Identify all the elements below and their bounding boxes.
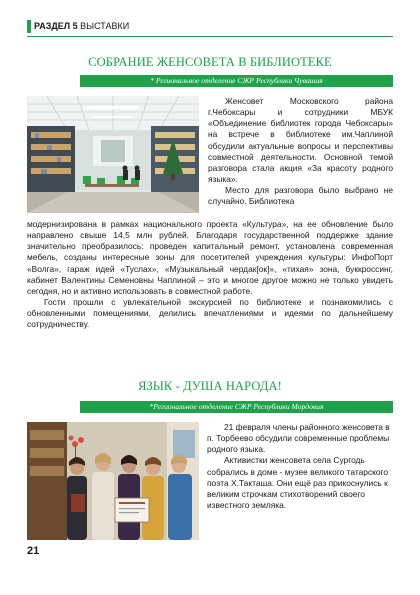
source-banner: *Региональное отделение СЖР Республики Мордовия — [80, 401, 393, 413]
article-title: СОБРАНИЕ ЖЕНСОВЕТА В БИБЛИОТЕКЕ — [88, 55, 332, 69]
article-body-column — [207, 422, 393, 511]
article-paragraph: Гости прошли с увлекательной экскурсией по библиотеке и познакомились с обновленными помещениями, делились впечатлениями и идеями по дальнейшему сотрудничеству. — [27, 297, 393, 330]
page-number: 21 — [27, 545, 40, 557]
library-interior-image — [27, 96, 199, 213]
section-header — [34, 21, 129, 32]
article-paragraph: 21 февраля члены районного женсовета в п. Торбеево обсудили современные проблемы родного языка. — [207, 422, 390, 455]
article-body-full — [27, 219, 393, 331]
article-paragraph: модернизирована в рамках национального проекта «Культура», на ее обновление было направлено свыше 14,5 млн рублей. Благодаря государственной поддержке здание значительно преобразилось: проведен капитальный ремонт, установлена современная мебель, созданы интересные зоны для посетителей учреждения культуры: ИнфоПорт «Волга», гараж идей «Туслах», «Музыкальный чердак[ок]», «тихая» зона, буккроссинг, кабинет Валентины Семеновны Чаплиной – это и многое другое можно не только увидеть сегодня, но и активно использовать в совместной работе. — [27, 219, 393, 296]
section-marker — [27, 20, 31, 33]
source-banner: * Региональное отделение СЖР Республики Чувашия — [80, 75, 393, 87]
section-label: РАЗДЕЛ 5 — [34, 21, 78, 31]
library-photo — [27, 96, 199, 213]
article-paragraph: Женсовет Московского района г.Чебоксары и сотрудники МБУК «Объединение библиотек города Чебоксары» на встрече в библиотеке им.Чаплиной обсудили актуальные вопросы и перспективы совместной деятельности. Основной темой разговора стала акция «За красоту родного языка». — [208, 96, 393, 185]
group-photo — [27, 422, 199, 540]
women-group-image — [27, 422, 199, 540]
article-body-column — [208, 96, 393, 208]
article-paragraph: Активистки женсовета села Сургодь собрались в доме - музее великого татарского поэта Х.Такташа. Они ещё раз прикоснулись к великим строчкам стихотворений своего известного земляка. — [207, 455, 389, 511]
section-subtitle: ВЫСТАВКИ — [80, 21, 130, 31]
header-divider — [27, 36, 393, 37]
article-title: ЯЗЫК - ДУША НАРОДА! — [138, 379, 282, 393]
article-paragraph: Место для разговора было выбрано не случайно. Библиотека — [208, 185, 393, 207]
